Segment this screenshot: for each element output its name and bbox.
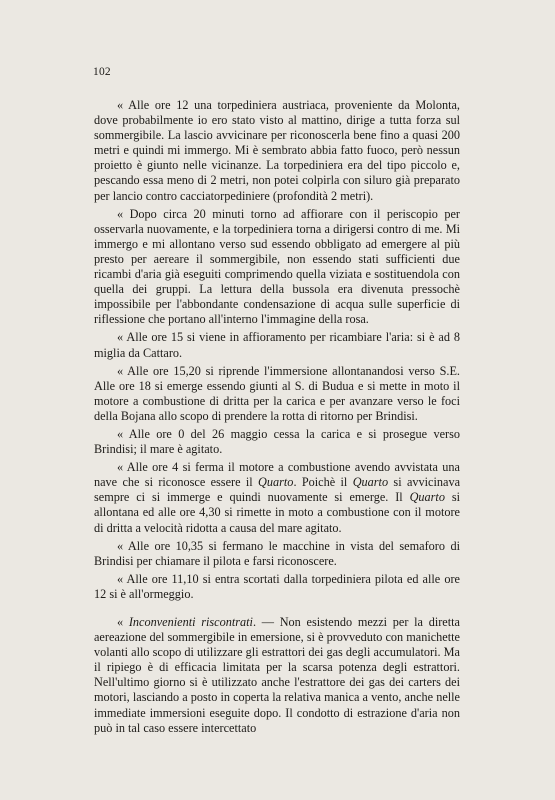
text-run: « Alle ore 10,35 si fermano le macchine in vista del semaforo di Brindisi per chiamare il pilota e farsi riconoscere.	[94, 538, 460, 568]
text-run: . — Non esistendo mezzi per la diretta aereazione del sommergibile in emersione, si è provveduto con manichette volanti allo scopo di utilizzare gli estrattori dei gas degli accumulatori. Ma il ripiego è di efficacia limitata per la scarsa potenza degli estrattori. Nell'ultimo giorno si è utilizzato anche l'estrattore dei gas dei carters dei motori, lasciando a posto in coperta la relativa manica a vento, anche nelle immediate immersioni eseguite dopo. Il condotto di estrazione d'aria non può in tal caso essere intercettato	[94, 615, 460, 735]
italic-text: Quarto	[352, 475, 389, 490]
page-number: 102	[93, 66, 111, 78]
text-run: . Poichè il	[293, 475, 353, 490]
paragraph	[94, 427, 460, 457]
text-run: si allontana ed alle ore 4,30 si rimette in moto a combustione con il motore di dritta a velocità ridotta a causa del mare agitato.	[94, 490, 461, 535]
paragraph	[94, 364, 460, 424]
paragraph	[94, 330, 460, 360]
text-run: si avvicinava sempre ci si immerge e quindi nuovamente si emerge. Il	[94, 475, 461, 505]
text-run: « Dopo circa 20 minuti torno ad affiorare con il periscopio per osservarla nuovamente, e la torpediniera torna a dirigersi contro di me. Mi immergo e mi allontano verso sud essendo obbligato ad emergere al più presto per aereare il sommergibile, non essendo stati sufficienti due ricambi d'aria già eseguiti comprimendo quella viziata e sostituendola con quella dei gruppi. La lettura della bussola era divenuta pressochè impossibile per l'abbondante condensazione di acqua sulle superficie di riflessione che portano all'interno l'immagine della rosa.	[94, 206, 460, 327]
paragraph	[94, 207, 460, 328]
paragraph	[94, 98, 460, 204]
paragraph	[94, 615, 460, 736]
italic-text: Quarto	[409, 490, 445, 505]
italic-text: Quarto	[258, 475, 294, 490]
italic-text: Inconvenienti riscontrati	[128, 615, 253, 629]
paragraph	[94, 572, 460, 602]
text-run: « Alle ore 15 si viene in affioramento per ricambiare l'aria: si è ad 8 miglia da Cattaro.	[94, 330, 460, 360]
text-run: « Alle ore 12 una torpediniera austriaca, proveniente da Molonta, dove probabilmente io ero stato visto al mattino, dirige a tutta forza sul sommergibile. La lascio avvicinare per riconoscerla bene fino a quasi 200 metri e quindi mi immergo. Mi è sembrato abbia fatto fuoco, però nessun proietto è giunto nelle vicinanze. La torpediniera era del tipo piccolo e, pescando essa meno di 2 metri, non potei colpirla con siluro già preparato per lancio contro cacciatorpediniere (profondità 2 metri).	[94, 98, 460, 203]
text-run: « Alle ore 0 del 26 maggio cessa la carica e si prosegue verso Brindisi; il mare è agitato.	[94, 426, 460, 457]
text-run: « Alle ore 11,10 si entra scortati dalla torpediniera pilota ed alle ore 12 si è all'ormeggio.	[94, 571, 460, 601]
text-run: « Alle ore 4 si ferma il motore a combustione avendo avvistata una nave che si riconosce essere il	[94, 460, 460, 490]
body-text	[94, 98, 460, 736]
paragraph	[94, 539, 460, 569]
paragraph	[94, 460, 460, 535]
text-run: «	[117, 615, 129, 629]
text-run: « Alle ore 15,20 si riprende l'immersione allontanandosi verso S.E. Alle ore 18 si emerge essendo giunti al S. di Budua e si mette in moto il motore a combustione di dritta per la carica e per avanzare verso le foci della Bojana allo scopo di prendere la rotta di ritorno per Brindisi.	[94, 363, 460, 423]
